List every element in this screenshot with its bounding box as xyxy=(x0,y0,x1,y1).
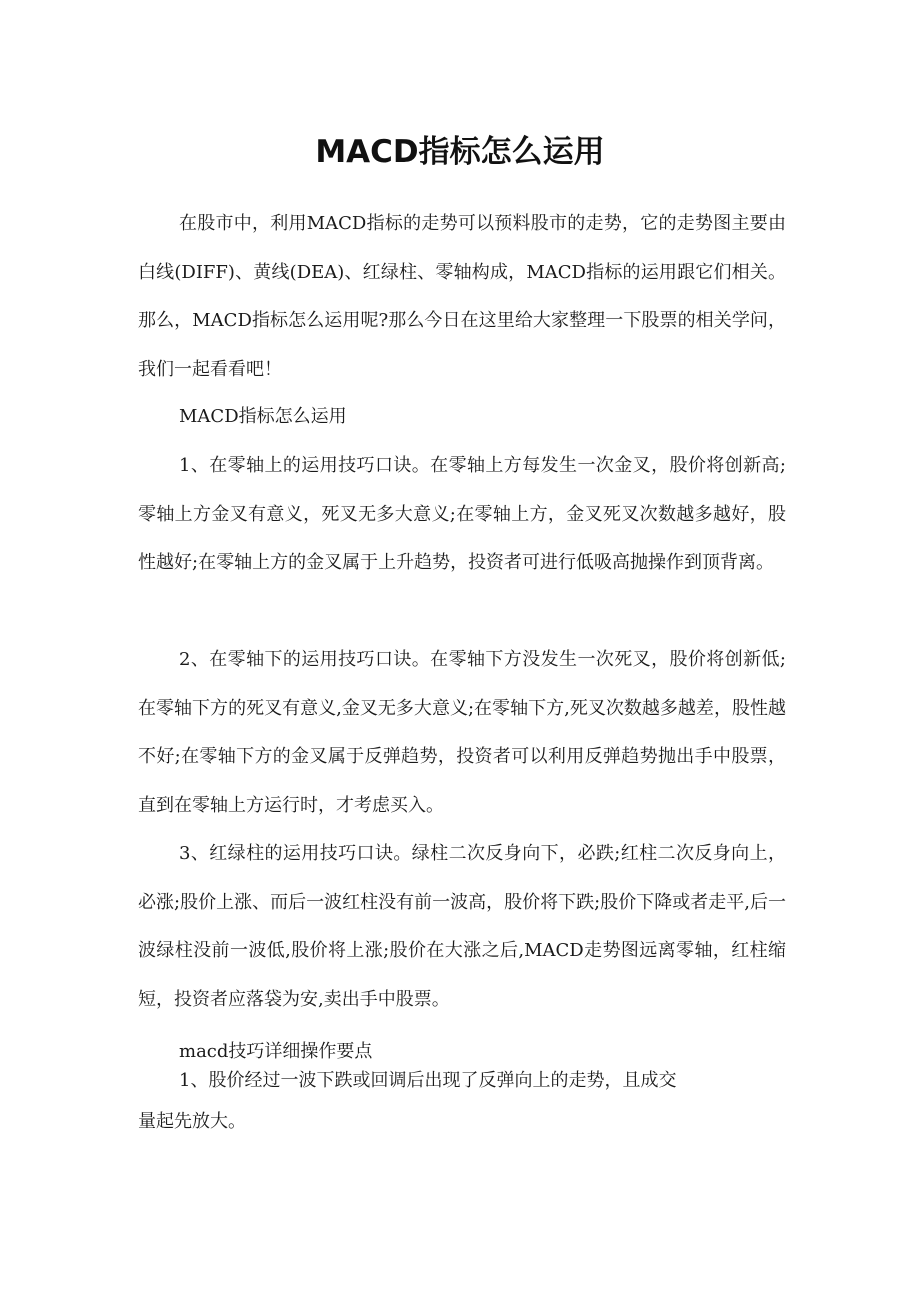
tip-1-line-2: 量起先放大。 xyxy=(138,1111,246,1132)
document-title: MACD指标怎么运用 xyxy=(315,134,605,170)
intro-paragraph: 在股市中，利用MACD指标的走势可以预料股市的走势，它的走势图主要由白线(DIFF)、黄线(DEA)、红绿柱、零轴构成，MACD指标的运用跟它们相关。那么，MACD指标怎么运用呢?那么今日在这里给大家整理一下股票的相关学问，我们一起看看吧！ xyxy=(138,213,786,380)
tips-heading: macd技巧详细操作要点 xyxy=(179,1041,373,1062)
tip-1-line-1: 1、股价经过一波下跌或回调后出现了反弹向上的走势，且成交 xyxy=(179,1070,677,1091)
point-1-paragraph: 1、在零轴上的运用技巧口诀。在零轴上方每发生一次金叉，股价将创新高;零轴上方金叉有意义，死叉无多大意义;在零轴上方，金叉死叉次数越多越好，股性越好;在零轴上方的金叉属于上升趋势，投资者可进行低吸高抛操作到顶背离。 xyxy=(138,455,786,573)
point-3-paragraph: 3、红绿柱的运用技巧口诀。绿柱二次反身向下，必跌;红柱二次反身向上，必涨;股价上涨、而后一波红柱没有前一波高，股价将下跌;股价下降或者走平,后一波绿柱没前一波低,股价将上涨;股价在大涨之后,MACD走势图远离零轴，红柱缩短，投资者应落袋为安,卖出手中股票。 xyxy=(138,843,786,1010)
section-heading: MACD指标怎么运用 xyxy=(179,406,347,427)
point-2-paragraph: 2、在零轴下的运用技巧口诀。在零轴下方没发生一次死叉，股价将创新低;在零轴下方的死叉有意义,金叉无多大意义;在零轴下方,死叉次数越多越差，股性越不好;在零轴下方的金叉属于反弹趋势，投资者可以利用反弹趋势抛出手中股票，直到在零轴上方运行时，才考虑买入。 xyxy=(138,649,786,816)
